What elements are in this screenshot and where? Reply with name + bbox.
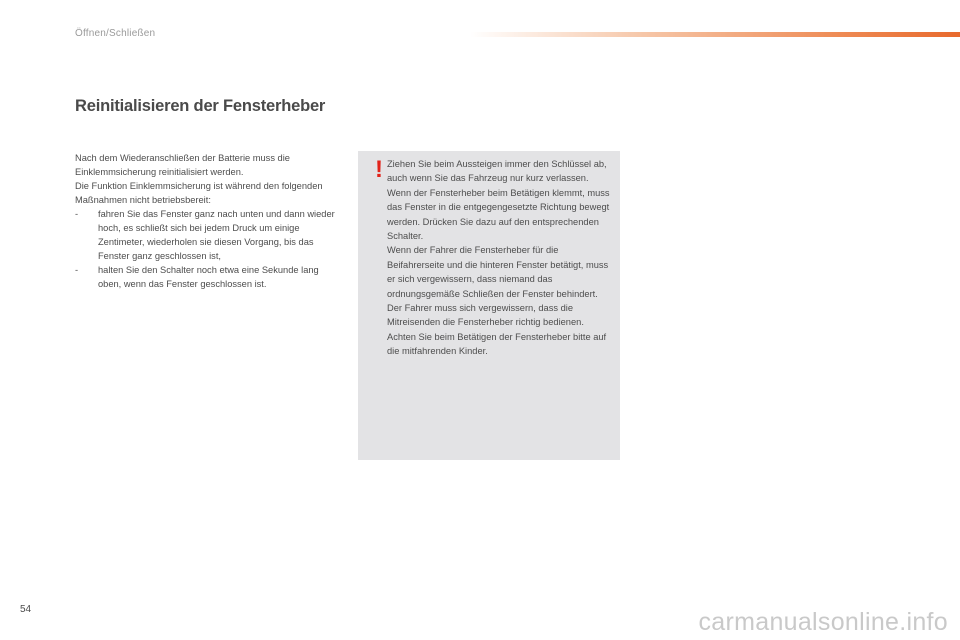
- bullet-dash: -: [75, 209, 79, 219]
- watermark: carmanualsonline.info: [698, 608, 948, 636]
- body-paragraph: Die Funktion Einklemmsicherung ist während den folgenden Maßnahmen nicht betriebsbereit:: [75, 181, 323, 205]
- body-text-column: [75, 151, 340, 291]
- body-paragraph: Nach dem Wiederanschließen der Batterie muss die Einklemmsicherung reinitialisiert werden.: [75, 153, 290, 177]
- warning-paragraph: Wenn der Fensterheber beim Betätigen klemmt, muss das Fenster in die entgegengesetzte Richtung bewegt werden. Drücken Sie dazu auf den entsprechenden Schalter.: [387, 187, 610, 242]
- list-item-text: halten Sie den Schalter noch etwa eine Sekunde lang oben, wenn das Fenster geschlossen ist.: [98, 265, 319, 289]
- list-item-text: fahren Sie das Fenster ganz nach unten und dann wieder hoch, es schließt sich bei jedem Druck um einige Zentimeter, wiederholen sie diesen Vorgang, bis das Fenster ganz geschlossen ist,: [98, 209, 335, 261]
- chapter-title: Öffnen/Schließen: [75, 28, 156, 39]
- list-item: [75, 263, 340, 291]
- section-title: Reinitialisieren der Fensterheber: [75, 97, 326, 115]
- warning-paragraph: Achten Sie beim Betätigen der Fensterheber bitte auf die mitfahrenden Kinder.: [387, 331, 607, 357]
- page-number: 54: [20, 604, 32, 615]
- warning-box: [358, 151, 620, 460]
- warning-text: [387, 157, 613, 359]
- warning-paragraph: Der Fahrer muss sich vergewissern, dass die Mitreisenden die Fensterheber richtig bedienen.: [387, 303, 584, 328]
- header-accent-bar: [470, 32, 960, 37]
- exclamation-icon: !: [375, 156, 383, 183]
- list-item: [75, 207, 340, 263]
- warning-paragraph: Ziehen Sie beim Aussteigen immer den Schlüssel ab, auch wenn Sie das Fahrzeug nur kurz verlassen.: [387, 159, 607, 184]
- bullet-dash: -: [75, 265, 79, 275]
- warning-paragraph: Wenn der Fahrer die Fensterheber für die Beifahrerseite und die hinteren Fenster betätigt, muss er sich vergewissern, dass niemand das ordnungsgemäße Schließen der Fenster behindert.: [387, 245, 609, 299]
